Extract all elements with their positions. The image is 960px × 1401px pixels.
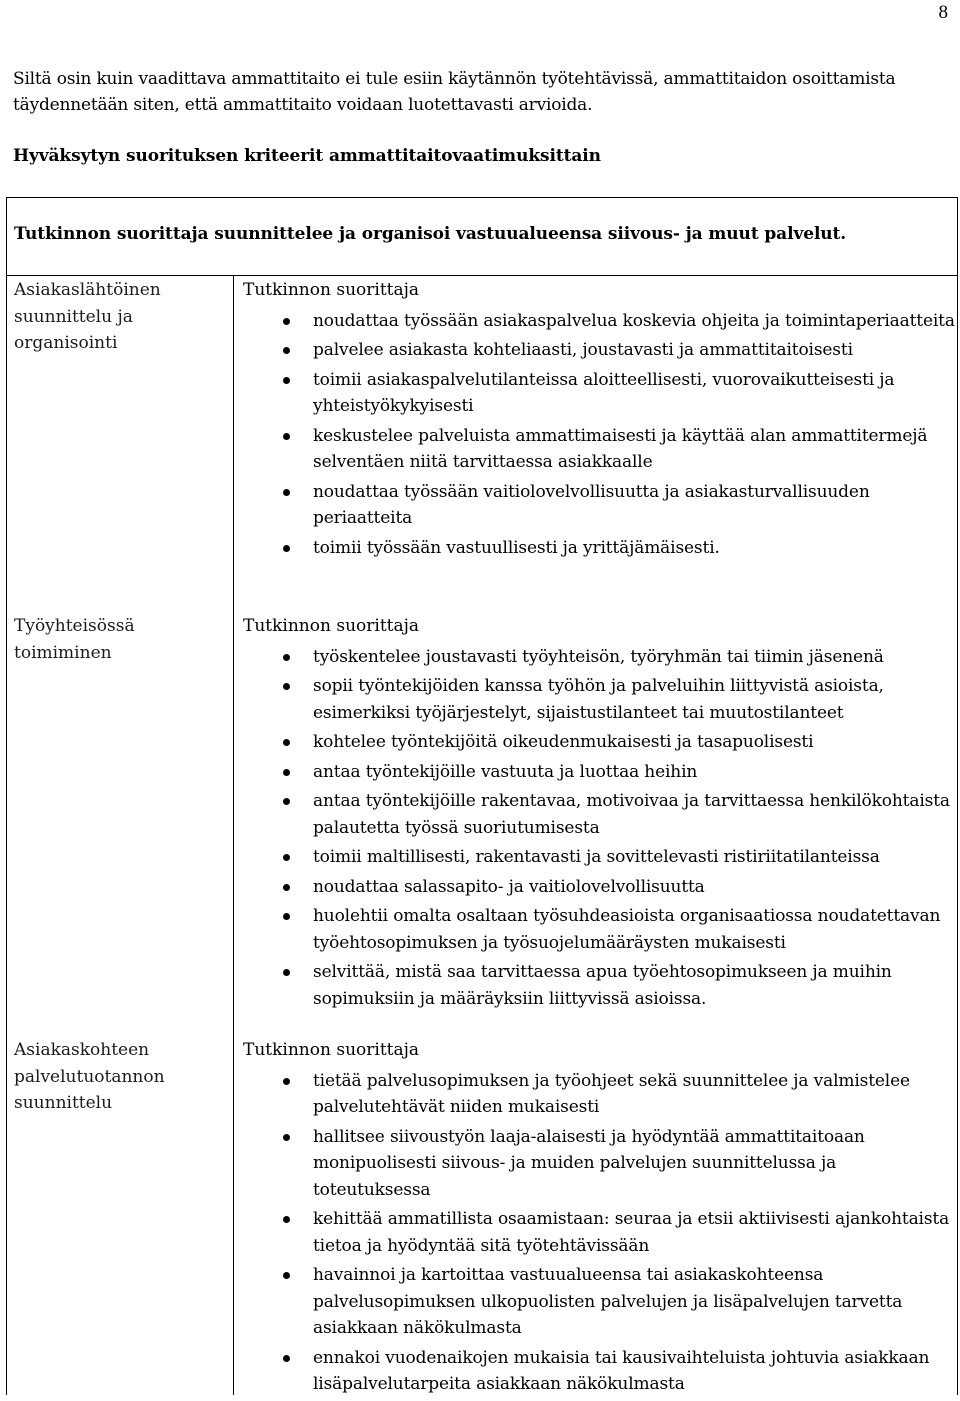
performer-label: Tutkinnon suorittaja [243, 280, 420, 300]
bullet-icon [283, 489, 290, 496]
bullet-icon [283, 854, 290, 861]
bullet-icon [283, 377, 290, 384]
criteria-list [243, 1068, 955, 1398]
list-item [243, 367, 955, 420]
bullet-icon [283, 683, 290, 690]
page-number: 8 [938, 2, 948, 23]
criteria-list [243, 308, 955, 562]
bullet-icon [283, 798, 290, 805]
list-item [243, 844, 955, 871]
column-divider [233, 276, 234, 1395]
performer-label: Tutkinnon suorittaja [243, 1040, 420, 1060]
list-item [243, 903, 955, 956]
list-item-text: työskentelee joustavasti työyhteisön, työryhmän tai tiimin jäsenenä [313, 646, 884, 667]
list-item-text: palvelee asiakasta kohteliaasti, joustavasti ja ammattitaitoisesti [313, 340, 853, 360]
list-item [243, 959, 955, 1012]
list-item [243, 1068, 955, 1121]
bullet-icon [283, 1078, 290, 1085]
table-header: Tutkinnon suorittaja suunnittelee ja organisoi vastuualueensa siivous- ja muut palvelut. [7, 198, 957, 276]
bullet-icon [283, 969, 290, 976]
list-item [243, 673, 955, 726]
list-item-text: toimii asiakaspalvelutilanteissa aloitteellisesti, vuorovaikutteisesti ja yhteistyökykyisesti [313, 369, 895, 416]
criteria-cell [243, 277, 955, 564]
area-label: Asiakaslähtöinen suunnittelu ja organisointi [14, 280, 161, 353]
list-item [243, 1262, 955, 1342]
bullet-icon [283, 545, 290, 552]
list-item-text: kohtelee työntekijöitä oikeudenmukaisesti ja tasapuolisesti [313, 732, 814, 752]
list-item-text: noudattaa työssään asiakaspalvelua koskevia ohjeita ja toimintaperiaatteita [313, 310, 955, 331]
performer-label: Tutkinnon suorittaja [243, 616, 420, 636]
list-item [243, 729, 955, 756]
bullet-icon [283, 1355, 290, 1362]
bullet-icon [283, 769, 290, 776]
intro-paragraph: Siltä osin kuin vaadittava ammattitaito ei tule esiin käytännön työtehtävissä, ammattitaidon osoittamista täydennetään siten, että ammattitaito voidaan luotettavasti arvioida. [13, 69, 896, 115]
list-item [243, 759, 955, 786]
list-item-text: huolehtii omalta osaltaan työsuhdeasioista organisaatiossa noudatettavan työehtosopimuksen ja työsuojelumääräysten mukaisesti [313, 906, 941, 953]
area-label: Asiakaskohteen palvelutuotannon suunnittelu [14, 1040, 165, 1113]
area-label: Työyhteisössä toimiminen [14, 616, 135, 663]
bullet-icon [283, 1134, 290, 1141]
bullet-icon [283, 1216, 290, 1223]
list-item-text: antaa työntekijöille rakentavaa, motivoivaa ja tarvittaessa henkilökohtaista palautetta työssä suoriutumisesta [313, 791, 950, 838]
list-item [243, 1345, 955, 1398]
bullet-icon [283, 347, 290, 354]
list-item-text: keskustelee palveluista ammattimaisesti ja käyttää alan ammattitermejä selventäen niitä tarvittaessa asiakkaalle [313, 425, 928, 472]
list-item-text: kehittää ammatillista osaamistaan: seuraa ja etsii aktiivisesti ajankohtaista tietoa ja hyödyntää sitä työtehtävissään [313, 1209, 950, 1256]
bullet-icon [283, 433, 290, 440]
list-item [243, 423, 955, 476]
list-item-text: sopii työntekijöiden kanssa työhön ja palveluihin liittyvistä asioista, esimerkiksi työjärjestelyt, sijaistustilanteet tai muutostilanteet [313, 676, 884, 723]
list-item [243, 479, 955, 532]
bullet-icon [283, 913, 290, 920]
list-item [243, 644, 955, 671]
list-item-text: ennakoi vuodenaikojen mukaisia tai kausivaihteluista johtuvia asiakkaan lisäpalvelutarpeita asiakkaan näkökulmasta [313, 1347, 930, 1394]
criteria-cell [243, 613, 955, 1015]
list-item-text: antaa työntekijöille vastuuta ja luottaa heihin [313, 761, 698, 782]
list-item [243, 788, 955, 841]
list-item-text: noudattaa työssään vaitiolovelvollisuutta ja asiakasturvallisuuden periaatteita [313, 481, 870, 528]
criteria-heading: Hyväksytyn suorituksen kriteerit ammattitaitovaatimuksittain [13, 146, 601, 166]
list-item [243, 337, 955, 364]
bullet-icon [283, 318, 290, 325]
bullet-icon [283, 884, 290, 891]
list-item-text: toimii maltillisesti, rakentavasti ja sovittelevasti ristiriitatilanteissa [313, 847, 880, 867]
list-item [243, 308, 955, 335]
bullet-icon [283, 654, 290, 661]
list-item [243, 535, 955, 562]
criteria-list [243, 644, 955, 1013]
bullet-icon [283, 1272, 290, 1279]
list-item [243, 1206, 955, 1259]
list-item-text: tietää palvelusopimuksen ja työohjeet sekä suunnittelee ja valmistelee palvelutehtävät niiden mukaisesti [313, 1070, 910, 1117]
criteria-cell [243, 1037, 955, 1401]
criteria-table [6, 197, 958, 1395]
list-item-text: hallitsee siivoustyön laaja-alaisesti ja hyödyntää ammattitaitoaan monipuolisesti siivous- ja muiden palvelujen suunnittelussa ja toteutuksessa [313, 1126, 865, 1200]
list-item-text: selvittää, mistä saa tarvittaessa apua työehtosopimukseen ja muihin sopimuksiin ja määräyksiin liittyvissä asioissa. [313, 962, 892, 1009]
list-item-text: havainnoi ja kartoittaa vastuualueensa tai asiakaskohteensa palvelusopimuksen ulkopuolisten palvelujen ja lisäpalvelujen tarvetta asiakkaan näkökulmasta [313, 1265, 903, 1338]
list-item-text: noudattaa salassapito- ja vaitiolovelvollisuutta [313, 876, 705, 897]
bullet-icon [283, 739, 290, 746]
list-item-text: toimii työssään vastuullisesti ja yrittäjämäisesti. [313, 537, 720, 558]
list-item [243, 1124, 955, 1204]
list-item [243, 874, 955, 901]
